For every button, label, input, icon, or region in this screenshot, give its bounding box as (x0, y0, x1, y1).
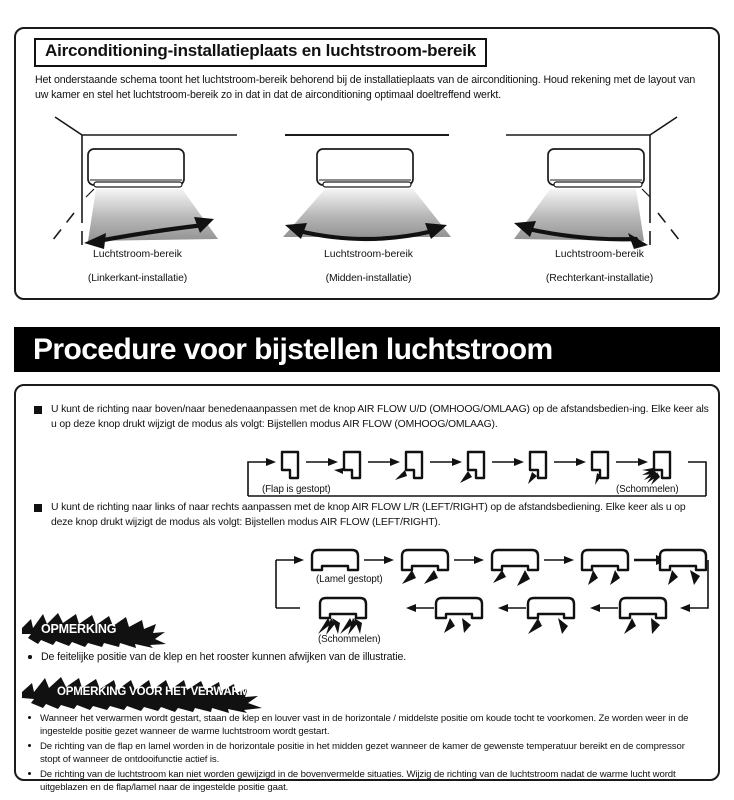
heating-note-1-text: Wanneer het verwarmen wordt gestart, staan de klep en louver vast in de horizontale / middelste positie om koude tocht te voorkomen. Ze worden weer in de ingestelde positie gezet wanneer de warme luchtstroom wordt gestart. (40, 713, 689, 738)
bullet-air-flow-lr-text: U kunt de richting naar links of naar rechts aanpassen met de knop AIR FLOW L/R (LEFT/RIGHT) op de afstandsbediening. Elke keer als u op deze knop drukt wijzigt de modus als volgt: Bijstellen modus AIR FLOW (LEFT/RIGHT). (51, 502, 686, 528)
heating-note-1 (28, 712, 692, 738)
dot-bullet-icon (28, 655, 32, 659)
diagram-right-caption: (Rechterkant-installatie) (545, 273, 654, 284)
diagram-right-install-illustration (484, 113, 715, 295)
bullet-air-flow-ud (34, 403, 709, 433)
diagram-left-install (22, 113, 253, 295)
note-illustration-text: De feitelijke positie van de klep en het rooster kunnen afwijken van de illustratie. (41, 651, 407, 663)
diagram-center-install-illustration (253, 113, 484, 295)
dot-bullet-icon (28, 716, 31, 719)
flap-stopped-label: (Flap is gestopt) (262, 484, 331, 495)
diagram-left-caption: (Linkerkant-installatie) (87, 273, 188, 284)
procedure-banner (14, 327, 720, 372)
placement-intro: Het onderstaande schema toont het luchtstroom-bereik behorend bij de installatieplaats van de airconditioning. Houd rekening met de layout van uw kamer en stel het luchtstroom-bereik zo in dat in dat de airconditioning optimaal doeltreffend werkt. (35, 74, 696, 102)
heating-note-3-text: De richting van de luchtstroom kan niet worden gewijzigd in de bovenvermelde situaties. Wijzig de richting van de luchtstroom nadat de warme lucht wordt uitgeblazen en de flap/lamel naar de ingestelde positie gaat. (40, 769, 676, 794)
heating-note-badge-label: OPMERKING VOOR HET VERWARMEN (57, 686, 265, 698)
diagram-center-install (253, 113, 484, 295)
placement-panel (14, 27, 720, 300)
diagram-right-install (484, 113, 715, 295)
heating-note-2 (28, 740, 692, 766)
louver-cycle-diagram (274, 546, 710, 652)
procedure-banner-title: Procedure voor bijstellen luchtstroom (33, 333, 553, 366)
diagram-center-caption: (Midden-installatie) (325, 273, 412, 284)
louver-swing-label: (Schommelen) (318, 634, 381, 645)
diagram-center-arrow-label: Luchtstroom-bereik (324, 249, 413, 260)
diagram-left-arrow-label: Luchtstroom-bereik (93, 249, 182, 260)
square-bullet-icon (34, 504, 42, 512)
heating-note-2-text: De richting van de flap en lamel worden in de horizontale positie in het midden gezet wanneer de kamer de gewenste temperatuur bereikt en de compressor stopt of wanneer de ontdooifunctie actief is. (40, 741, 685, 766)
flap-cycle-diagram (244, 448, 710, 500)
square-bullet-icon (34, 406, 42, 414)
bullet-air-flow-ud-text: U kunt de richting naar boven/naar benedenaanpassen met de knop AIR FLOW U/D (OMHOOG/OMLAAG) op de afstandsbedien-ing. Elke keer als u op deze knop drukt wijzigt de modus als volgt: Bijstellen modus AIR FLOW (OMHOOG/OMLAAG). (51, 404, 709, 430)
bullet-air-flow-lr (34, 501, 709, 531)
diagram-right-arrow-label: Luchtstroom-bereik (555, 249, 644, 260)
heating-note-3 (28, 768, 692, 794)
dot-bullet-icon (28, 772, 31, 775)
placement-title: Airconditioning-installatieplaats en luchtstroom-bereik (34, 38, 487, 67)
placement-diagram-row (22, 113, 716, 295)
dot-bullet-icon (28, 744, 31, 747)
diagram-left-install-illustration (22, 113, 253, 295)
louver-stopped-label: (Lamel gestopt) (316, 574, 383, 585)
note-illustration (28, 650, 688, 665)
note-badge-label: OPMERKING (41, 622, 117, 636)
flap-swing-label: (Schommelen) (616, 484, 679, 495)
